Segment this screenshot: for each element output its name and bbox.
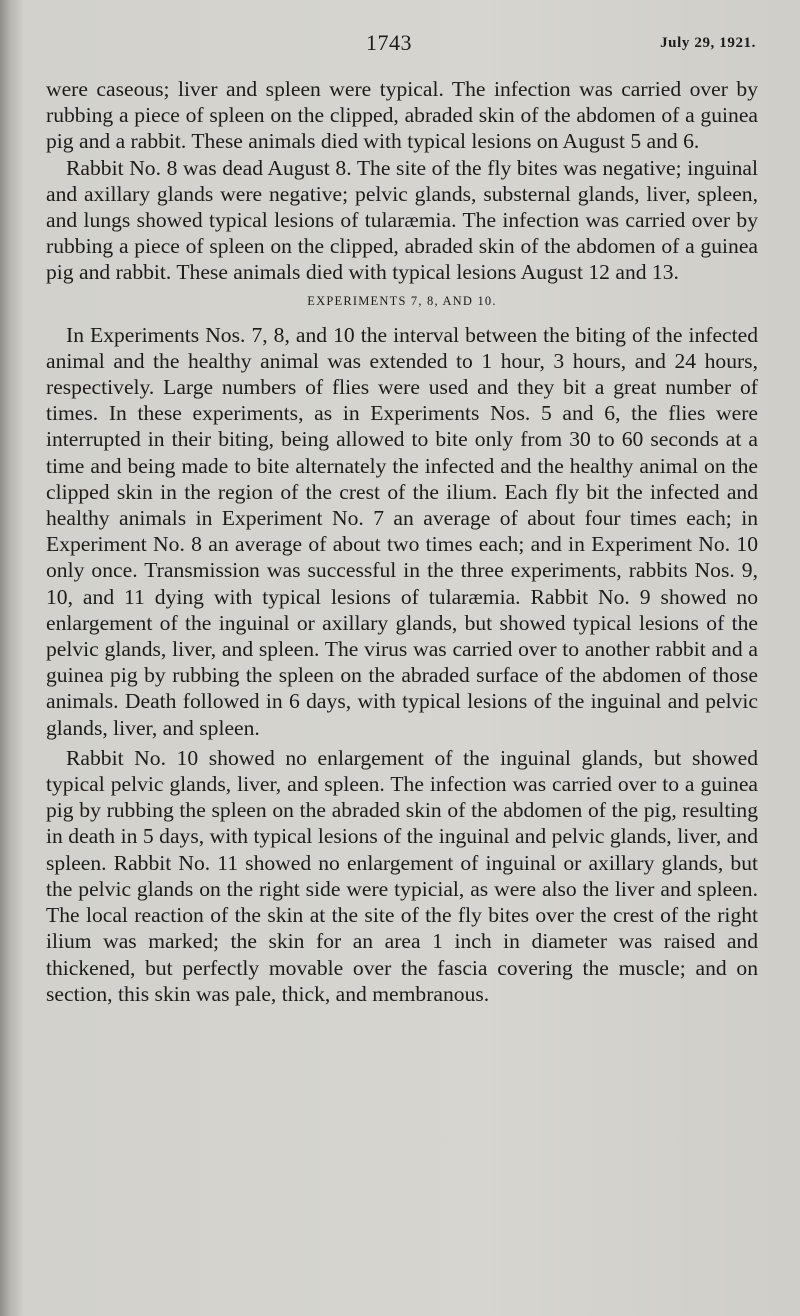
paragraph-rabbit-10: Rabbit No. 10 showed no enlargement of the inguinal glands, but showed typical pelvic glands, liver, and spleen. The infection was carried over to a guinea pig by rubbing the spleen on the abraded skin of the abdomen of the pig, resulting in death in 5 days, with typical lesions of the inguinal and pelvic glands, liver, and spleen. Rabbit No. 11 showed no enlargement of inguinal or axillary glands, but the pelvic glands on the right side were typicial, as were also the liver and spleen. The local reaction of the skin at the site of the fly bites over the crest of the right ilium was marked; the skin for an area 1 inch in diameter was raised and thickened, but perfectly movable over the fascia covering the muscle; and on section, this skin was pale, thick, and membranous.: [46, 745, 758, 1006]
body-text: [46, 76, 758, 1007]
publication-date: July 29, 1921.: [660, 35, 756, 51]
page-number: 1743: [366, 30, 412, 55]
section-heading: EXPERIMENTS 7, 8, AND 10.: [307, 293, 497, 308]
paragraph-experiments: In Experiments Nos. 7, 8, and 10 the interval between the biting of the infected animal and the healthy animal was extended to 1 hour, 3 hours, and 24 hours, respectively. Large numbers of flies were used and they bit a great number of times. In these experiments, as in Experiments Nos. 5 and 6, the flies were interrupted in their biting, being allowed to bite only from 30 to 60 seconds at a time and being made to bite alternately the infected and the healthy animal on the clipped skin in the region of the crest of the ilium. Each fly bit the infected and healthy animals in Experiment No. 7 an average of about four times each; in Experiment No. 8 an average of about two times each; and in Experiment No. 10 only once. Transmission was successful in the three experiments, rabbits Nos. 9, 10, and 11 dying with typical lesions of tularæmia. Rabbit No. 9 showed no enlargement of the inguinal or axillary glands, but showed typical lesions of the pelvic glands, liver, and spleen. The virus was carried over to another rabbit and a guinea pig by rubbing the spleen on the abraded surface of the abdomen of those animals. Death followed in 6 days, with typical lesions of the inguinal and pelvic glands, liver, and spleen.: [46, 322, 758, 740]
paragraph-rabbit-8: Rabbit No. 8 was dead August 8. The site of the fly bites was negative; inguinal and axillary glands were negative; pelvic glands, substernal glands, liver, spleen, and lungs showed typical lesions of tularæmia. The infection was carried over by rubbing a piece of spleen on the clipped, abraded skin of the abdomen of a guinea pig and rabbit. These animals died with typical lesions August 12 and 13.: [46, 155, 758, 285]
page-header: [0, 30, 800, 60]
paragraph-continuation: were caseous; liver and spleen were typical. The infection was carried over by rubbing a piece of spleen on the clipped, abraded skin of the abdomen of a guinea pig and a rabbit. These animals died with typical lesions on August 5 and 6.: [46, 77, 758, 154]
